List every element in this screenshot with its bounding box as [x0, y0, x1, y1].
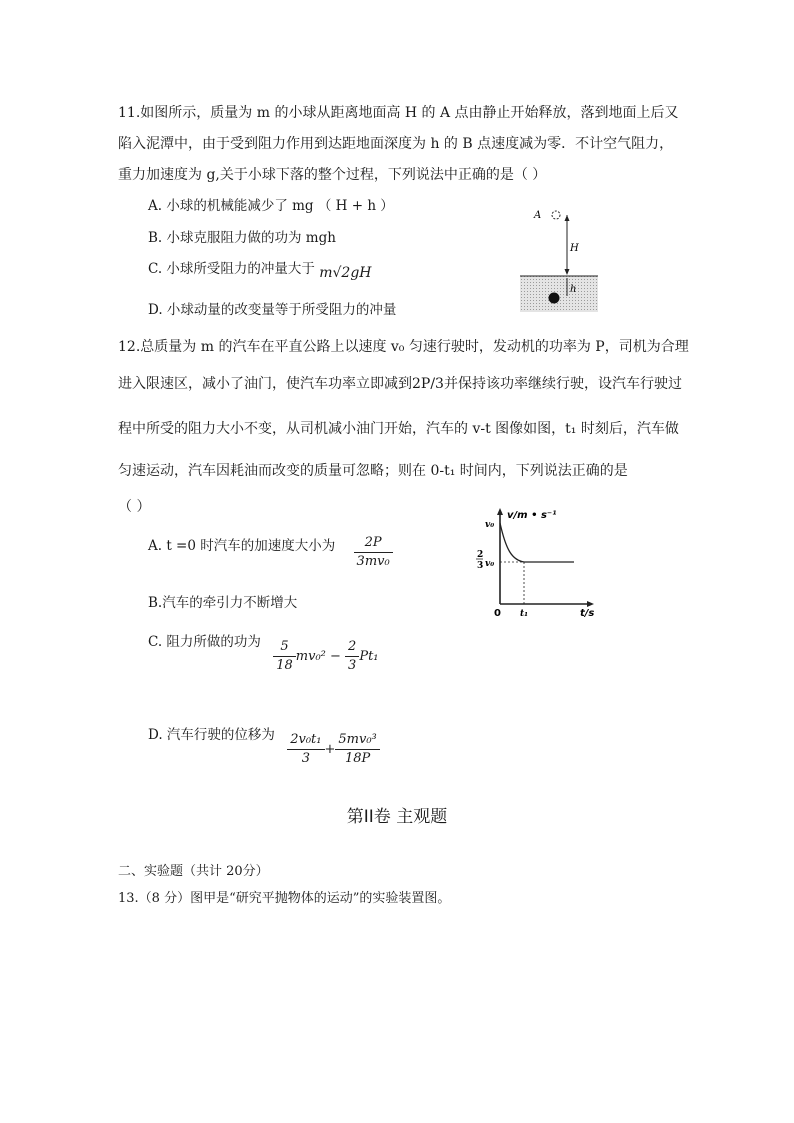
ball-start [552, 211, 560, 219]
label-h-upper: H [570, 243, 579, 254]
label-v0-top: v₀ [485, 520, 495, 530]
frac-num: 2 [345, 638, 359, 657]
q11-option-a: A. 小球的机械能减少了 mg （ H + h ） [148, 198, 394, 214]
section-heading: 二、实验题（共计 20分） [118, 864, 269, 879]
q11-option-c [148, 259, 372, 279]
q12-option-a-frac [354, 534, 393, 571]
label-two: 2 [477, 550, 484, 560]
plus-sign: + [324, 742, 336, 757]
math-term: mv₀² − [295, 649, 346, 664]
q12-line-3: 程中所受的阻力大小不变，从司机减小油门开始，汽车的 v-t 图像如图，t₁ 时刻后，汽车做 [118, 421, 679, 437]
frac-den: 3 [301, 751, 310, 766]
ball-end [549, 293, 560, 304]
frac-den: 3mv₀ [356, 554, 390, 569]
q13-line: 13.（8 分）图甲是“研究平抛物体的运动”的实验装置图。 [118, 891, 451, 906]
frac-1 [287, 731, 324, 768]
label-v0-lower: v₀ [485, 559, 495, 569]
label-three: 3 [477, 561, 484, 571]
arrow-head-up [565, 215, 570, 221]
q12-paren: （ ） [118, 499, 151, 515]
frac-num: 5 [273, 638, 296, 657]
y-axis-arrow [497, 508, 503, 515]
q11-figure [518, 204, 600, 314]
label-origin: 0 [494, 608, 501, 619]
x-axis-label: t/s [580, 608, 595, 619]
q12-option-d-text: D. 汽车行驶的位移为 [148, 727, 275, 743]
label-h-lower: h [570, 284, 577, 295]
q12-option-c-text: C. 阻力所做的功为 [148, 634, 261, 650]
x-axis-arrow [587, 601, 594, 607]
frac-2-3 [345, 638, 359, 675]
velocity-curve [500, 523, 574, 562]
q11-line-3: 重力加速度为 g,关于小球下落的整个过程，下列说法中正确的是（ ） [118, 167, 547, 183]
frac-2 [335, 731, 379, 768]
q12-line-4: 匀速运动，汽车因耗油而改变的质量可忽略；则在 0-t₁ 时间内，下列说法正确的是 [118, 463, 628, 479]
mud-region [520, 276, 598, 312]
frac-den: 18P [344, 751, 371, 766]
frac-num: 2P [354, 534, 393, 553]
frac-5-18 [273, 638, 296, 675]
arrow-head-down [565, 269, 570, 275]
q12-line-1: 12.总质量为 m 的汽车在平直公路上以速度 v₀ 匀速行驶时，发动机的功率为 P，司机为合理 [118, 339, 689, 355]
q12-option-d [148, 717, 380, 766]
q11-option-c-math: m√2gH [319, 265, 372, 281]
q12-line-2: 进入限速区，减小了油门，使汽车功率立即减到2P/3并保持该功率继续行驶，设汽车行驶过 [118, 376, 682, 392]
q11-option-d: D. 小球动量的改变量等于所受阻力的冲量 [148, 302, 397, 318]
part-two-heading: 第II卷 主观题 [346, 807, 448, 827]
frac-den: 3 [348, 658, 357, 673]
label-a: A [534, 210, 542, 221]
q12-option-c-math [273, 638, 378, 675]
math-term: Pt₁ [359, 649, 379, 664]
frac-num: 2v₀t₁ [287, 731, 324, 750]
q11-line-1: 11.如图所示，质量为 m 的小球从距离地面高 H 的 A 点由静止开始释放，落到地面上后又 [118, 105, 679, 121]
y-axis-label: v/m • s⁻¹ [507, 510, 557, 521]
q12-option-b: B.汽车的牵引力不断增大 [148, 595, 298, 611]
frac-num: 5mv₀³ [335, 731, 379, 750]
q12-option-a [148, 528, 393, 569]
label-t1: t₁ [520, 609, 529, 619]
q12-option-a-text: A. t =0 时汽车的加速度大小为 [148, 538, 336, 554]
q12-option-d-math [287, 731, 380, 768]
q12-option-c [148, 624, 379, 673]
frac-den: 18 [276, 658, 293, 673]
q11-line-2: 陷入泥潭中，由于受到阻力作用到达距地面深度为 h 的 B 点速度减为零．不计空气阻力， [118, 136, 674, 152]
q12-vt-graph [472, 504, 602, 620]
q11-option-b: B. 小球克服阻力做的功为 mgh [148, 230, 336, 246]
q11-option-c-text: C. 小球所受阻力的冲量大于 [148, 261, 315, 277]
